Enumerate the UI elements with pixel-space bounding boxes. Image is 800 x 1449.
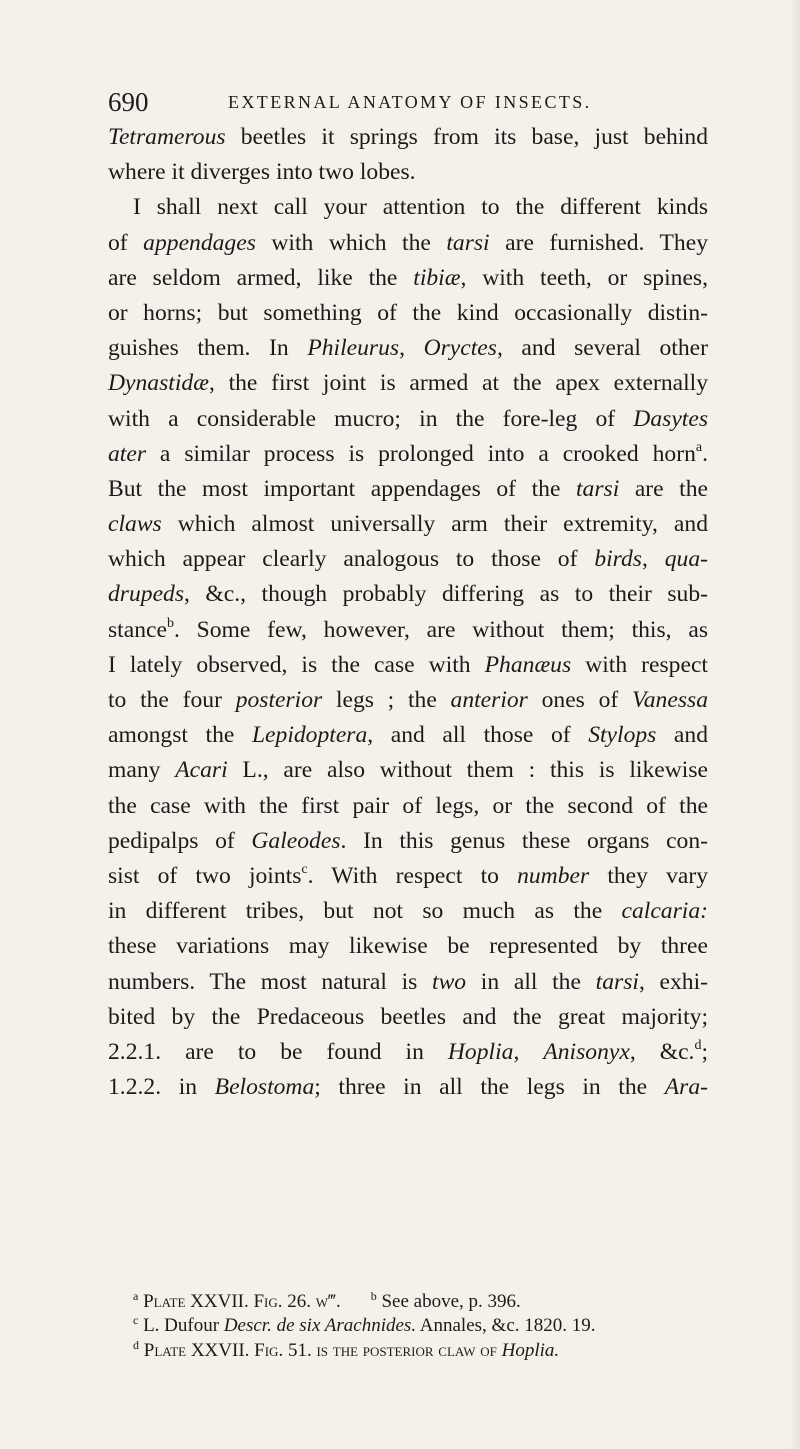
text-line: I shall next call your attention to the different kinds [133, 194, 708, 221]
text-line: 2.2.1. are to be found in Hoplia, Anisonyx, &c.$^d$; [108, 1037, 709, 1065]
footnote-text: See above, p. 396. [381, 1291, 521, 1312]
text-line: these variations may likewise be represented by three [108, 933, 708, 960]
footnote-marker: a [133, 1289, 139, 1303]
text-line: the case with the first pair of legs, or the second of the [108, 792, 708, 819]
text-line: 1.2.2. in Belostoma; three in all the legs in the Ara- [108, 1074, 708, 1101]
footnote-title: Hoplia. [501, 1339, 560, 1361]
running-head [108, 87, 698, 117]
text-line: Tetramerous beetles it springs from its base, just behind [108, 124, 708, 150]
text-line: to the four posterior legs ; the anterior ones of Vanessa [108, 687, 708, 713]
text-line: amongst the Lepidoptera, and all those of Stylops and [108, 722, 708, 749]
text-line: of appendages with which the tarsi are furnished. They [108, 229, 708, 256]
footnotes [108, 1290, 708, 1363]
footnote-title: Descr. de six Arachnides. [223, 1315, 417, 1337]
running-title: EXTERNAL ANATOMY OF INSECTS. [228, 92, 592, 112]
text-line: in different tribes, but not so much as the calcaria: [108, 898, 708, 925]
footnote-marker: c [133, 1313, 139, 1328]
text-line: many Acari L., are also without them : this is likewise [108, 757, 708, 784]
text-line: pedipalps of Galeodes. In this genus these organs con- [108, 827, 709, 854]
footnote-text: Plate XXVII. Fig. 26. w‴. [143, 1291, 341, 1312]
footnote-text: L. Dufour [143, 1315, 220, 1337]
text-line: which appear clearly analogous to those of birds, qua- [108, 546, 708, 573]
footnote-text: Annales, &c. 1820. 19. [419, 1315, 596, 1337]
text-line: where it diverges into two lobes. [108, 159, 416, 186]
text-line: ater a similar process is prolonged into a crooked horn$^a$. [108, 439, 708, 467]
text-line: I lately observed, is the case with Phanæus with respect [108, 651, 708, 678]
text-line: drupeds, &c., though probably differing as to their sub- [108, 581, 708, 608]
body-text [108, 120, 708, 1105]
text-line: sist of two joints$^c$. With respect to number they vary [108, 861, 709, 889]
text-line: But the most important appendages of the tarsi are the [108, 475, 709, 502]
text-line: claws which almost universally arm their extremity, and [108, 511, 708, 538]
text-line: numbers. The most natural is two in all the tarsi, exhi- [108, 968, 709, 995]
text-line: stance$^b$. Some few, however, are without them; this, as [108, 615, 708, 643]
text-line: bited by the Predaceous beetles and the great majority; [108, 1003, 708, 1030]
text-line: guishes them. In Phileurus, Oryctes, and several other [108, 335, 708, 362]
page-number: 690 [108, 87, 149, 117]
text-line: are seldom armed, like the tibiæ, with teeth, or spines, [108, 264, 708, 291]
text-line: with a considerable mucro; in the fore-leg of Dasytes [108, 405, 708, 432]
footnote-ab [108, 1290, 708, 1314]
footnote-c [108, 1314, 708, 1338]
footnote-d [108, 1339, 708, 1363]
footnote-marker: b [370, 1289, 377, 1303]
text-line: Dynastidæ, the first joint is armed at the apex externally [108, 370, 708, 397]
footnote-marker: d [133, 1337, 139, 1352]
footnote-text: Plate XXVII. Fig. 51. is the posterior claw of [143, 1339, 497, 1361]
text-line: or horns; but something of the kind occasionally distin- [108, 299, 708, 326]
